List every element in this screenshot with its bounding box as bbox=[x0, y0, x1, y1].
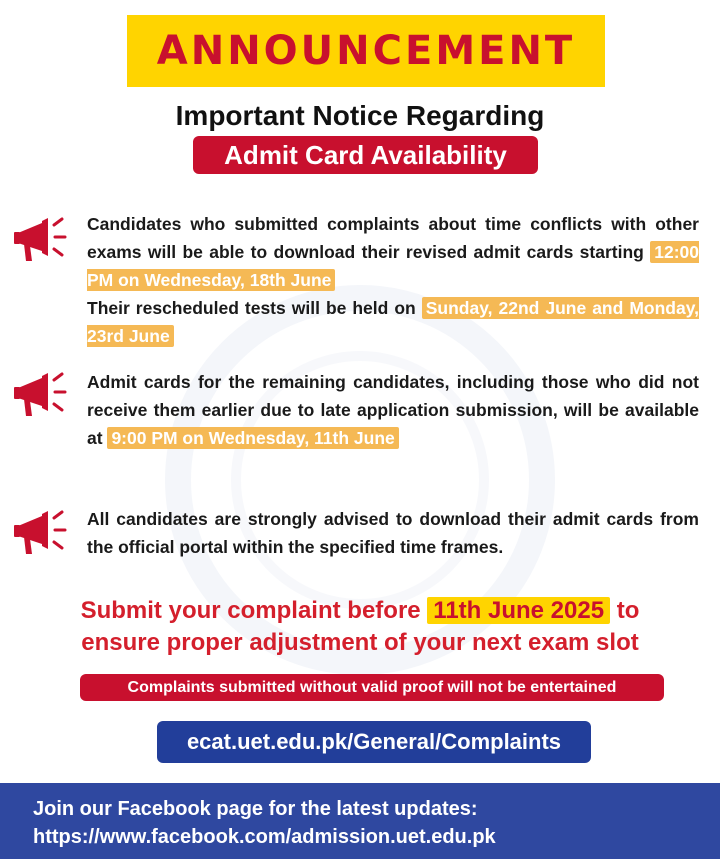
cta-line-2: ensure proper adjustment of your next exam slot bbox=[81, 629, 639, 656]
notice-subtitle: Important Notice Regarding bbox=[175, 100, 545, 131]
notice-2-text: Admit cards for the remaining candidates, including those who did not receive them earlier due to late application submission, will be available at bbox=[87, 372, 699, 448]
cta-text-after: to bbox=[610, 597, 640, 624]
notice-2 bbox=[87, 368, 699, 452]
announcement-title: ANNOUNCEMENT bbox=[156, 28, 576, 74]
notice-title-pill: Admit Card Availability bbox=[193, 136, 538, 174]
footer-line-1: Join our Facebook page for the latest updates: bbox=[33, 798, 478, 820]
facebook-footer bbox=[0, 783, 720, 859]
cta-text-before: Submit your complaint before bbox=[80, 597, 428, 624]
announcement-banner bbox=[127, 15, 605, 87]
notice-3-text: All candidates are strongly advised to download their admit cards from the official portal within the specified time frames. bbox=[87, 509, 699, 557]
facebook-page-link[interactable]: https://www.facebook.com/admission.uet.edu.pk bbox=[33, 826, 496, 848]
proof-warning-pill: Complaints submitted without valid proof will not be entertained bbox=[80, 674, 664, 701]
notice-1-highlight-date: 12:00 PM on Wednesday, 18th June bbox=[87, 242, 699, 290]
megaphone-icon bbox=[12, 368, 72, 420]
megaphone-icon bbox=[12, 506, 72, 558]
complaint-deadline-cta bbox=[0, 595, 720, 659]
notice-1-text-2: Their rescheduled tests will be held on bbox=[87, 298, 422, 318]
notice-1-text: Candidates who submitted complaints about time conflicts with other exams will be able to download their revised admit cards starting bbox=[87, 214, 699, 262]
cta-deadline-highlight: 11th June 2025 bbox=[427, 597, 610, 624]
notice-3 bbox=[87, 505, 699, 561]
notice-1-highlight-tests: Sunday, 22nd June and Monday, 23rd June bbox=[87, 298, 699, 346]
megaphone-icon bbox=[12, 213, 72, 265]
notice-2-highlight-date: 9:00 PM on Wednesday, 11th June bbox=[107, 427, 398, 449]
complaints-portal-link[interactable]: ecat.uet.edu.pk/General/Complaints bbox=[157, 721, 591, 763]
notice-1 bbox=[87, 210, 699, 350]
